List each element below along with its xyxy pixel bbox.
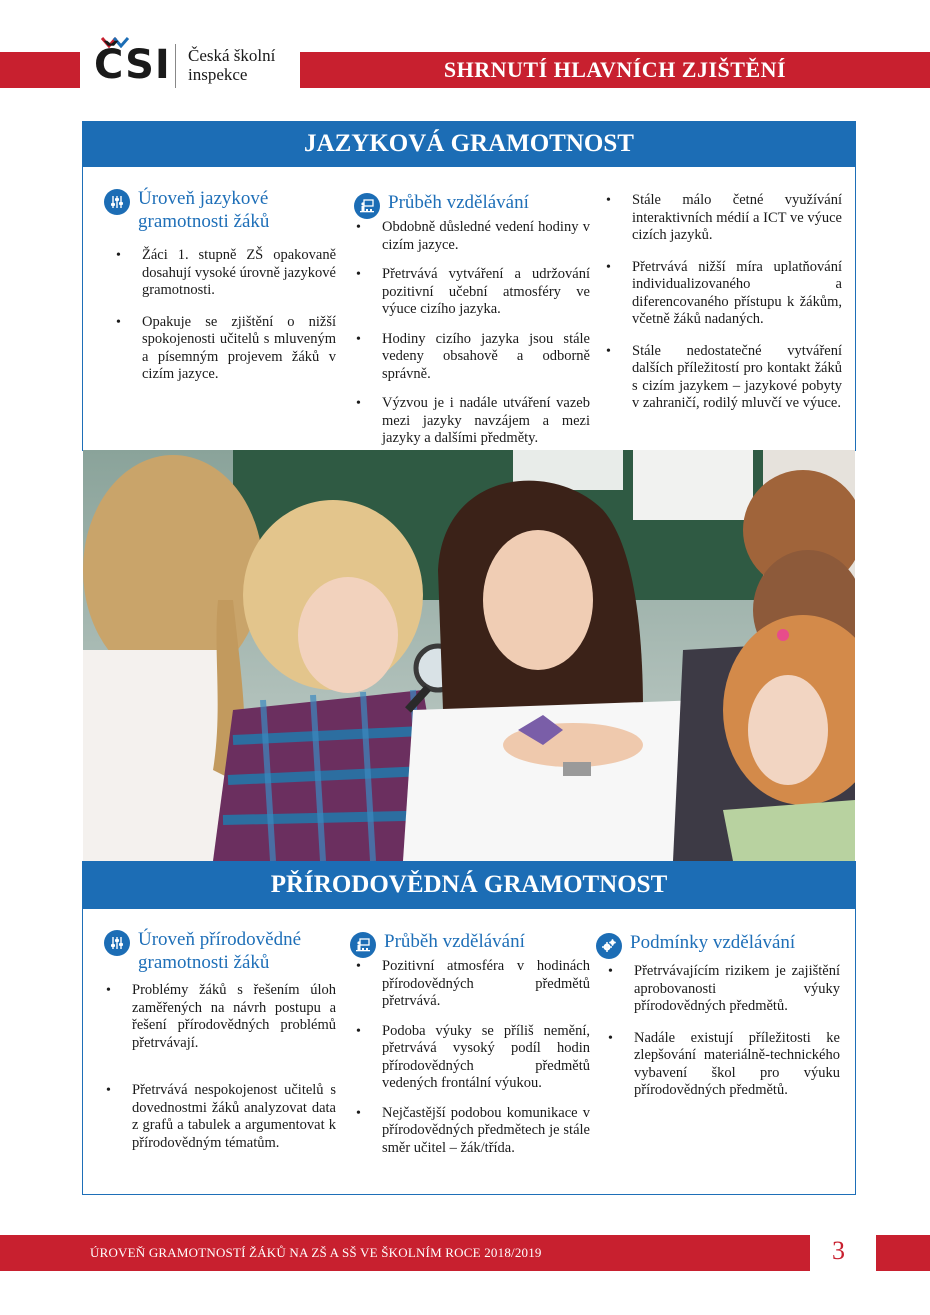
csi-logo: [80, 36, 300, 96]
language-level-column: [104, 187, 336, 398]
footer-bar: [0, 1235, 810, 1271]
language-level-heading-text: Úroveň jazykové gramotnosti žáků: [138, 188, 270, 232]
list-item: • Nadále existují příležitosti ke zlepšování materiálně-technického vybavení škol pro výuku přírodovědných předmětů.: [606, 1030, 840, 1100]
science-process-heading-text: Průběh vzdělávání: [384, 931, 525, 952]
classroom-photo-illustration: [83, 450, 855, 861]
language-process-heading-text: Průběh vzdělávání: [388, 192, 529, 213]
science-level-list: [104, 982, 336, 1152]
list-item: • Obdobně důsledné vedení hodiny v cizím jazyce.: [354, 219, 590, 254]
classroom-icon: [350, 932, 376, 958]
logo-divider: [175, 44, 176, 88]
logo-name: [188, 46, 275, 84]
science-conditions-heading: [596, 931, 840, 959]
language-level-list: [104, 247, 336, 384]
list-item: • Přetrvává vytváření a udržování pozitivní učební atmosféry ve výuce cizího jazyka.: [354, 266, 590, 319]
list-item: • Hodiny cizího jazyka jsou stále vedeny obsahově a odborně správně.: [354, 331, 590, 384]
science-conditions-column: [596, 931, 840, 1100]
list-item: • Opakuje se zjištění o nižší spokojenosti učitelů s mluveným a písemným projevem žáků v cizím jazyce.: [114, 314, 336, 384]
list-item: • Podoba výuky se příliš nemění, přetrvává vysoký podíl hodin přírodovědných předmětů vedených frontální výukou.: [354, 1023, 590, 1093]
list-item: • Žáci 1. stupně ZŠ opakovaně dosahují vysoké úrovně jazykové gramotnosti.: [114, 247, 336, 300]
science-conditions-heading-text: Podmínky vzdělávání: [630, 932, 796, 953]
science-section-title: PŘÍRODOVĚDNÁ GRAMOTNOST: [82, 861, 856, 909]
list-item: • Přetrvává nižší míra uplatňování individualizovaného a diferencovaného přístupu k žákům, včetně žáků nadaných.: [604, 259, 842, 329]
language-process-heading: [354, 191, 590, 219]
list-item: • Přetrvávajícím rizikem je zajištění aprobovanosti výuky přírodovědných předmětů.: [606, 963, 840, 1016]
language-issues-list: [604, 192, 842, 413]
page-number: 3: [832, 1236, 845, 1265]
language-process-list: [354, 219, 590, 448]
classroom-icon: [354, 193, 380, 219]
logo-line-2: inspekce: [188, 65, 248, 84]
science-process-column: [350, 930, 590, 1157]
footer-red-bar-right: [876, 1235, 930, 1271]
list-item: • Pozitivní atmosféra v hodinách přírodovědných předmětů přetrvává.: [354, 958, 590, 1011]
language-section-title: JAZYKOVÁ GRAMOTNOST: [82, 121, 856, 167]
language-process-column: [354, 191, 590, 448]
science-level-column: [104, 928, 336, 1152]
list-item: • Nejčastější podobou komunikace v přírodovědných předmětech je stále směr učitel – žák/třída.: [354, 1105, 590, 1158]
list-item: • Stále málo četné využívání interaktivních médií a ICT ve výuce cizích jazyků.: [604, 192, 842, 245]
gears-icon: [596, 933, 622, 959]
list-item: • Výzvou je i nadále utváření vazeb mezi jazyky navzájem a mezi jazyky a dalšími předměty.: [354, 395, 590, 448]
science-process-list: [350, 958, 590, 1157]
classroom-photo: [83, 450, 855, 861]
science-level-heading: [104, 928, 336, 974]
language-issues-column: [604, 192, 842, 413]
list-item: • Přetrvává nespokojenost učitelů s dovednostmi žáků analyzovat data z grafů a tabulek a argumentovat k přírodovědným tématům.: [104, 1082, 336, 1152]
list-item: • Stále nedostatečné vytváření dalších příležitostí pro kontakt žáků s cizím jazykem – jazykové pobyty v zahraničí, rodilý mluvčí ve výuce.: [604, 343, 842, 413]
logo-line-1: Česká školní: [188, 46, 276, 65]
list-item: • Problémy žáků s řešením úloh zaměřených na návrh postupu a řešení přírodovědných problémů přetrvávají.: [104, 982, 336, 1052]
page-title: SHRNUTÍ HLAVNÍCH ZJIŠTĚNÍ: [300, 52, 930, 88]
language-level-heading: [104, 187, 336, 233]
science-conditions-list: [596, 963, 840, 1100]
science-level-heading-text: Úroveň přírodovědné gramotnosti žáků: [138, 929, 302, 973]
sliders-icon: [104, 189, 130, 215]
logo-abbreviation: ČSI: [94, 42, 171, 88]
sliders-icon: [104, 930, 130, 956]
footer-title: ÚROVEŇ GRAMOTNOSTÍ ŽÁKŮ NA ZŠ A SŠ VE ŠKOLNÍM ROCE 2018/2019: [90, 1245, 542, 1260]
science-process-heading: [350, 930, 590, 958]
